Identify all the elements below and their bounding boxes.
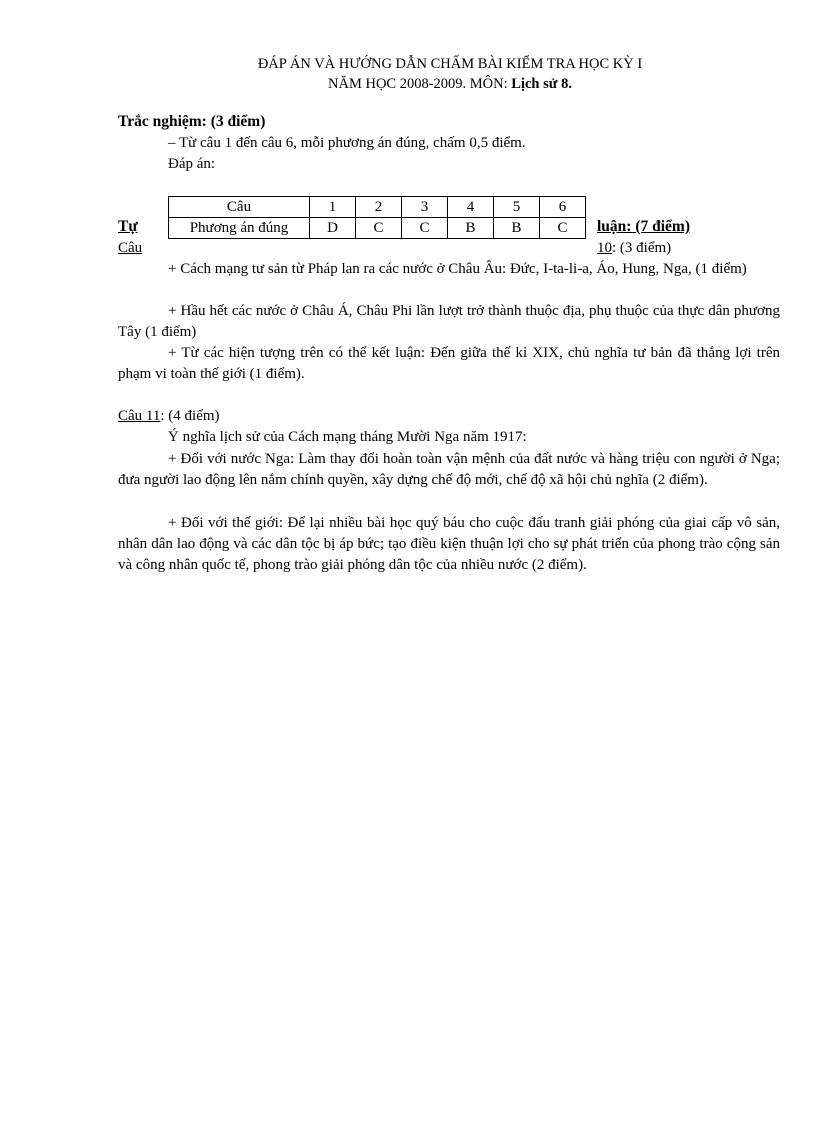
question-number-cell: 1: [310, 197, 356, 218]
section-heading-essay-right: [597, 217, 690, 237]
answer-cell: C: [540, 218, 586, 239]
question-number-cell: 5: [494, 197, 540, 218]
question-10-label-left: Câu: [118, 240, 143, 256]
question-number-cell: 4: [448, 197, 494, 218]
section-heading-multiple-choice: Trắc nghiệm: (3 điểm): [118, 113, 266, 130]
question-number-cell: 2: [356, 197, 402, 218]
document-title: ĐÁP ÁN VÀ HƯỚNG DẪN CHẤM BÀI KIỂM TRA HỌC KỲ I: [257, 56, 643, 72]
essay-heading-text: luận: (7 điểm): [597, 218, 690, 235]
question-11-heading: Câu 11: [118, 408, 161, 424]
question-11-intro: Ý nghĩa lịch sử của Cách mạng tháng Mười Nga năm 1917:: [168, 429, 527, 445]
subject-name: Lịch sử 8.: [511, 76, 572, 92]
answer-table: [168, 196, 586, 239]
answer-cell: C: [402, 218, 448, 239]
table-header-cell: Câu: [169, 197, 310, 218]
subtitle-prefix: NĂM HỌC 2008-2009. MÔN:: [328, 76, 512, 92]
answer-10-point-2: + Hầu hết các nước ở Châu Á, Châu Phi lần lượt trở thành thuộc địa, phụ thuộc của thực dân phương Tây (1 điểm): [118, 303, 780, 340]
table-header-cell: Phương án đúng: [169, 218, 310, 239]
question-11-points: : (4 điểm): [160, 408, 220, 424]
question-number-cell: 3: [402, 197, 448, 218]
table-row: [169, 218, 586, 239]
question-11-label: [118, 406, 220, 426]
answer-11-point-1: + Đối với nước Nga: Làm thay đổi hoàn toàn vận mệnh của đất nước và hàng triệu con người ở Nga; đưa người lao động lên nắm chính quyền, xây dựng chế độ mới, chế độ xã hội chủ nghĩa (2 điểm).: [118, 451, 780, 488]
answer-cell: C: [356, 218, 402, 239]
question-number-cell: 6: [540, 197, 586, 218]
document-subtitle: [0, 74, 816, 94]
answer-cell: D: [310, 218, 356, 239]
answer-key-label: Đáp án:: [168, 156, 216, 172]
table-row: [169, 197, 586, 218]
answer-cell: B: [494, 218, 540, 239]
answer-cell: B: [448, 218, 494, 239]
answer-11-point-2: + Đối với thế giới: Để lại nhiều bài học quý báu cho cuộc đấu tranh giải phóng của giai cấp vô sản, nhân dân lao động và các dân tộc bị áp bức; tạo điều kiện thuận lợi cho sự phát triển của phong trào cộng sản và công nhân quốc tế, phong trào giải phóng dân tộc của nhiều nước (2 điểm).: [118, 515, 780, 573]
answer-10-point-1: + Cách mạng tư sản từ Pháp lan ra các nước ở Châu Âu: Đức, I-ta-li-a, Áo, Hung, Nga, (1 điểm): [168, 261, 747, 277]
scoring-instruction: – Từ câu 1 đến câu 6, mỗi phương án đúng, chấm 0,5 điểm.: [168, 135, 526, 151]
question-10-label-right: [597, 238, 671, 258]
question-10-points: : (3 điểm): [612, 240, 672, 256]
section-heading-essay-left: Tự: [118, 218, 138, 235]
question-10-number: 10: [597, 240, 612, 256]
answer-10-point-3: + Từ các hiện tượng trên có thể kết luận: Đến giữa thế kỉ XIX, chủ nghĩa tư bản đã thắng lợi trên phạm vi toàn thế giới (1 điểm).: [118, 345, 780, 382]
